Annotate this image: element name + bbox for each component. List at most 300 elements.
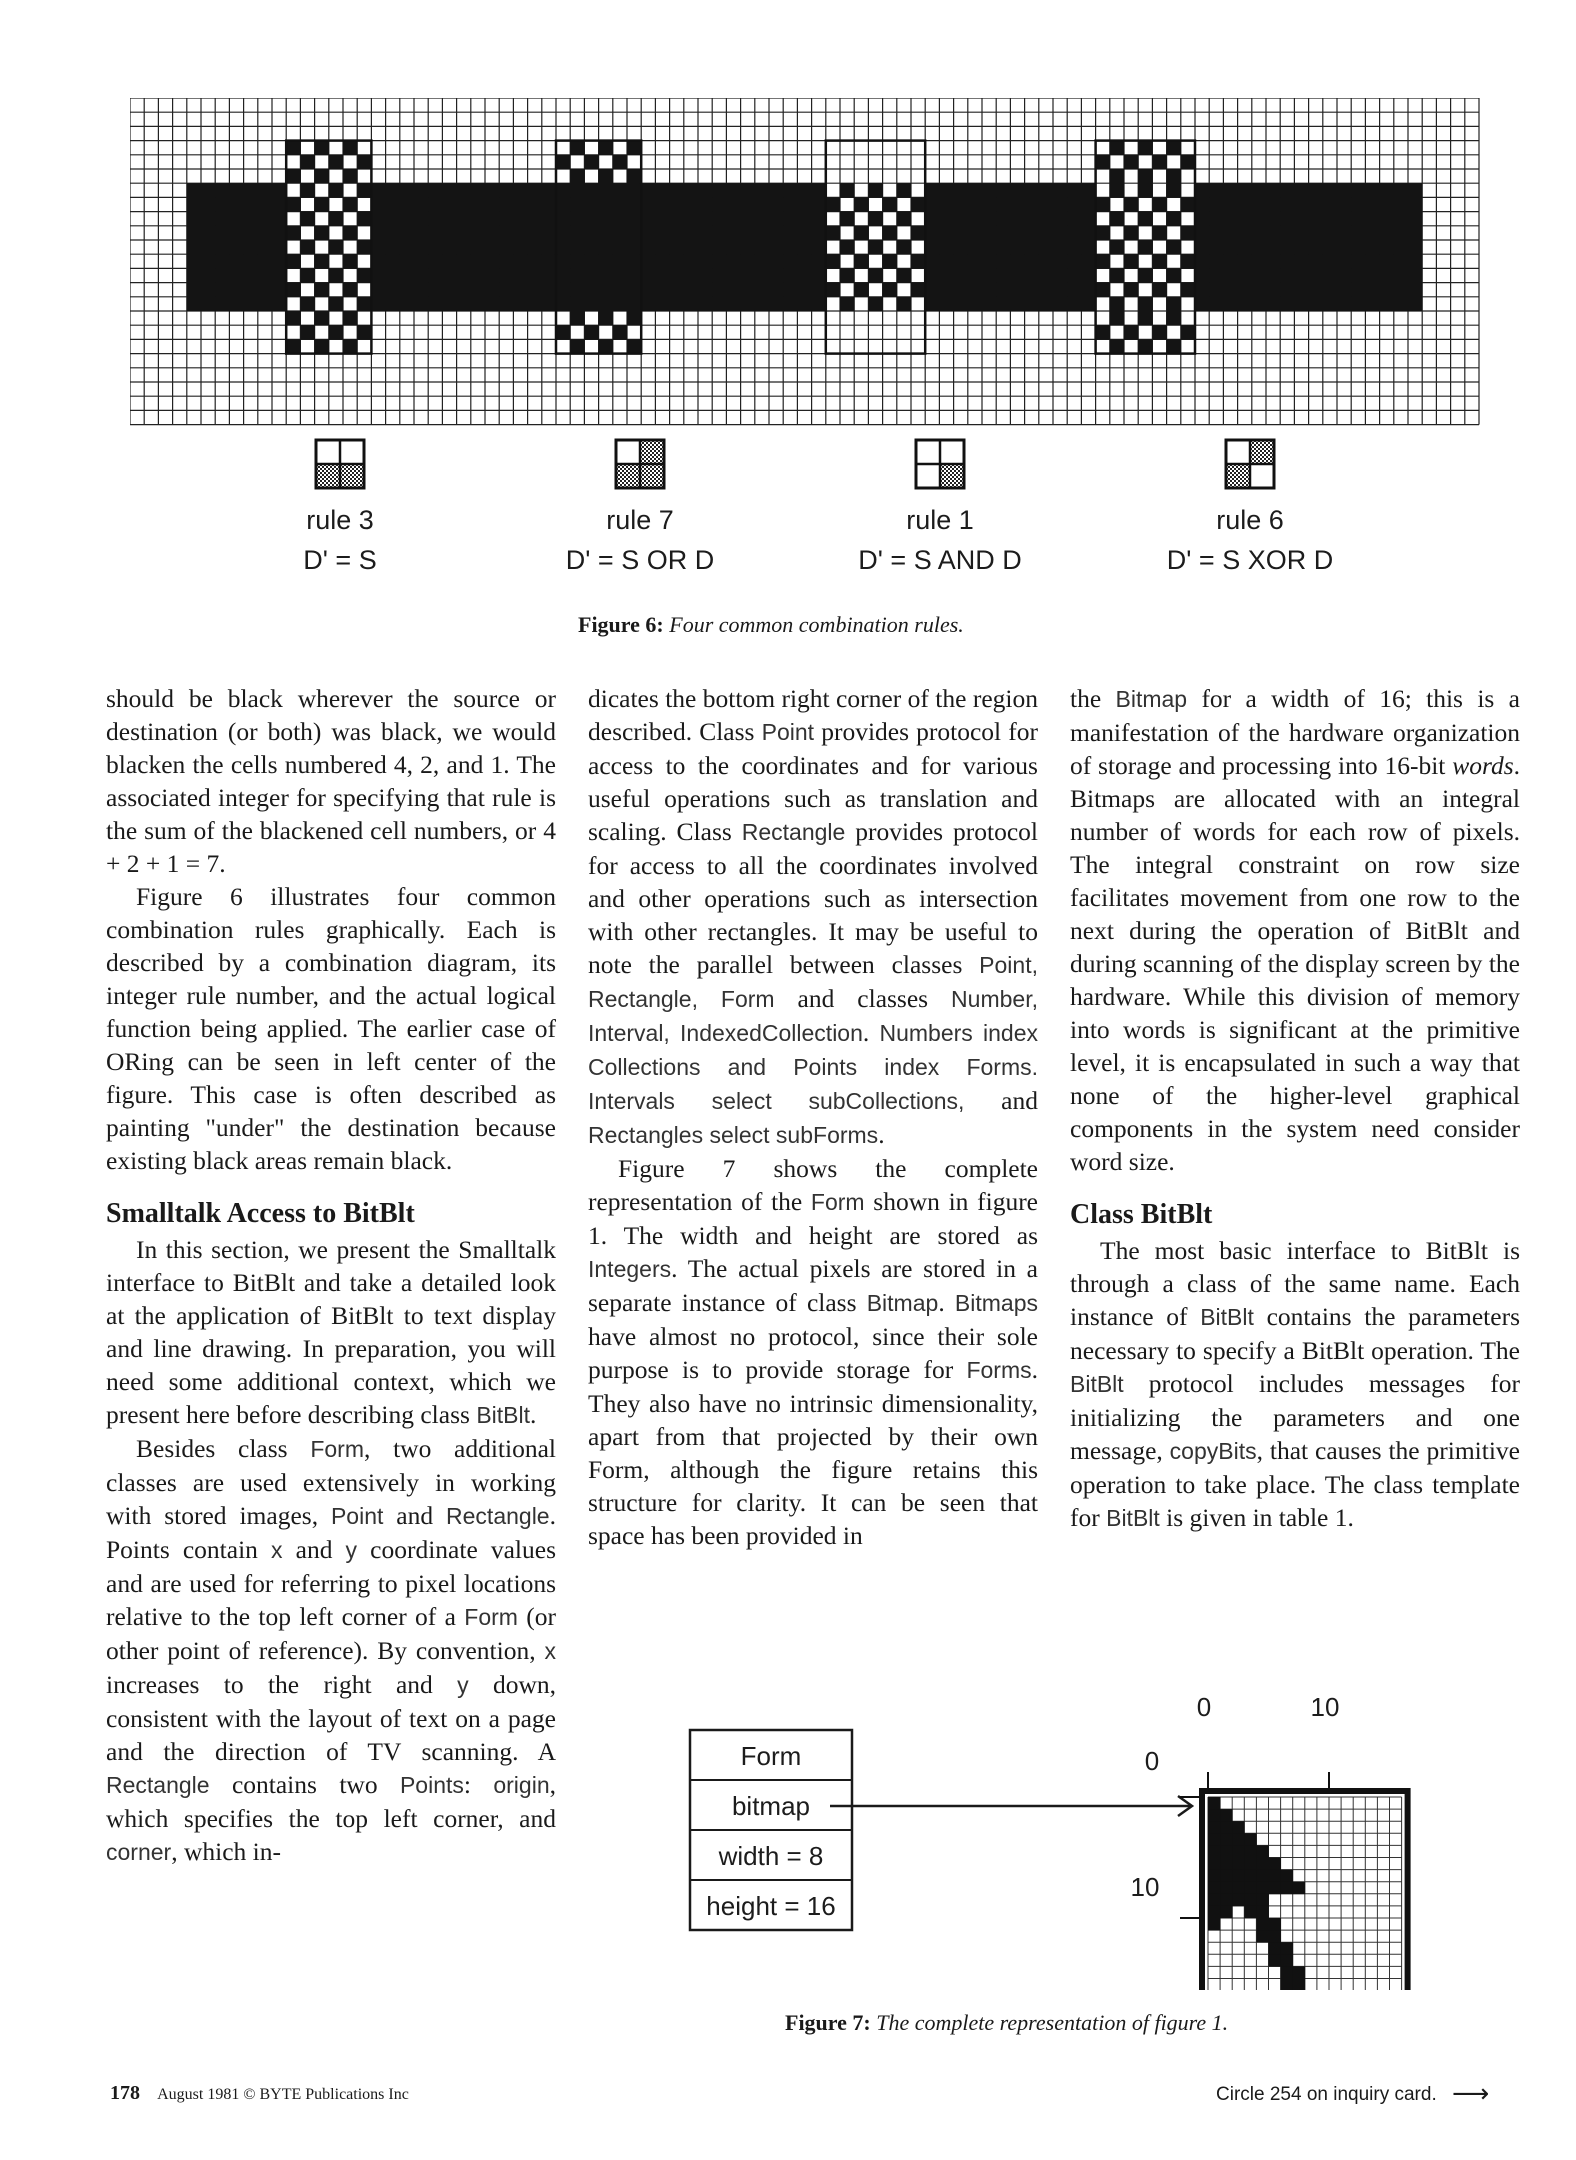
pixel-cell xyxy=(911,254,926,269)
pixel-cell xyxy=(939,297,954,312)
pixel-cell xyxy=(584,155,599,170)
pixel-cell xyxy=(1266,297,1281,312)
pixel-cell xyxy=(1266,197,1281,212)
pixel-cell xyxy=(258,297,273,312)
pixel-cell xyxy=(868,297,883,312)
pixel-cell xyxy=(570,254,585,269)
paragraph-text: Besides class xyxy=(136,1434,311,1463)
pixel-cell xyxy=(1309,254,1324,269)
pixel-cell xyxy=(812,197,827,212)
rule-equation: D' = S AND D xyxy=(858,545,1022,575)
bitmap-pixel xyxy=(1256,1918,1269,1931)
pixel-cell xyxy=(925,183,940,198)
pixel-cell xyxy=(1223,297,1238,312)
pixel-cell xyxy=(769,283,784,298)
pixel-cell xyxy=(1309,268,1324,283)
paragraph-text: provides protocol for access to the coordinates and for various useful operations such as translation and scaling. Class xyxy=(588,717,1039,846)
pixel-cell xyxy=(1365,212,1380,227)
pixel-cell xyxy=(1394,226,1409,241)
pixel-cell xyxy=(187,254,202,269)
pixel-cell xyxy=(485,283,500,298)
pixel-cell xyxy=(1223,283,1238,298)
bitmap-pixel xyxy=(1220,1858,1233,1871)
pixel-cell xyxy=(1081,197,1096,212)
pixel-cell xyxy=(1337,197,1352,212)
pixel-cell xyxy=(584,283,599,298)
pixel-cell xyxy=(1280,212,1295,227)
pixel-cell xyxy=(755,226,770,241)
pixel-cell xyxy=(457,297,472,312)
bitmap-pixel xyxy=(1208,1870,1221,1883)
pixel-cell xyxy=(1025,240,1040,255)
pixel-cell xyxy=(939,283,954,298)
pixel-cell xyxy=(1010,283,1025,298)
rule-diagram-icon xyxy=(314,438,366,490)
pixel-cell xyxy=(1266,240,1281,255)
pixel-cell xyxy=(982,226,997,241)
pixel-cell xyxy=(1096,155,1111,170)
paragraph-text: , that causes the primitive operation to take place. The class template for xyxy=(1070,1436,1520,1532)
paragraph-text: for a width of 16; this is a manifestation of the hardware organization of storage and processing into 16-bit xyxy=(1070,684,1520,780)
pixel-cell xyxy=(1209,254,1224,269)
pixel-cell xyxy=(570,311,585,326)
text-column-3 xyxy=(1070,682,1520,1535)
bitmap-pixel xyxy=(1244,1845,1257,1858)
pixel-cell xyxy=(925,240,940,255)
pixel-cell xyxy=(1252,197,1267,212)
rule-cell xyxy=(317,464,340,487)
pixel-cell xyxy=(1010,240,1025,255)
pixel-cell xyxy=(1081,240,1096,255)
pixel-cell xyxy=(726,226,741,241)
pixel-cell xyxy=(996,240,1011,255)
pixel-cell xyxy=(371,254,386,269)
pixel-cell xyxy=(1323,226,1338,241)
pixel-cell xyxy=(542,268,557,283)
pixel-cell xyxy=(712,297,727,312)
code-term: copyBits xyxy=(1169,1438,1257,1464)
pixel-cell xyxy=(371,268,386,283)
pixel-cell xyxy=(1010,212,1025,227)
paragraph-text: coordinate values and are used for referring to pixel locations relative to the top left corner of a xyxy=(106,1535,556,1631)
pixel-cell xyxy=(315,339,330,354)
pixel-cell xyxy=(641,197,656,212)
pixel-cell xyxy=(1039,268,1054,283)
pixel-cell xyxy=(201,240,216,255)
pixel-cell xyxy=(1380,254,1395,269)
pixel-cell xyxy=(201,254,216,269)
pixel-cell xyxy=(428,240,443,255)
pixel-cell xyxy=(826,283,841,298)
figure-7-caption xyxy=(785,2010,1228,2036)
pixel-cell xyxy=(1181,197,1196,212)
bitmap-pixel xyxy=(1269,1858,1282,1871)
pixel-cell xyxy=(1380,197,1395,212)
pixel-cell xyxy=(244,283,259,298)
pixel-cell xyxy=(1266,212,1281,227)
pixel-cell xyxy=(1167,212,1182,227)
pixel-cell xyxy=(627,311,642,326)
pixel-cell xyxy=(641,212,656,227)
pixel-cell xyxy=(641,183,656,198)
pixel-cell xyxy=(215,226,230,241)
bitmap-pixel xyxy=(1256,1906,1269,1919)
pixel-cell xyxy=(954,297,969,312)
pixel-cell xyxy=(570,141,585,156)
caption-text: The complete representation of figure 1. xyxy=(876,2010,1229,2035)
pixel-cell xyxy=(414,254,429,269)
pixel-cell xyxy=(499,212,514,227)
pixel-cell xyxy=(1408,183,1423,198)
pixel-cell xyxy=(1067,183,1082,198)
pixel-cell xyxy=(329,297,344,312)
pixel-cell xyxy=(1152,226,1167,241)
pixel-cell xyxy=(244,254,259,269)
pixel-cell xyxy=(783,283,798,298)
bitmap-pixel xyxy=(1208,1833,1221,1846)
pixel-cell xyxy=(925,297,940,312)
pixel-cell xyxy=(556,268,571,283)
pixel-cell xyxy=(1252,226,1267,241)
pixel-cell xyxy=(939,197,954,212)
pixel-cell xyxy=(528,254,543,269)
pixel-cell xyxy=(1351,197,1366,212)
pixel-cell xyxy=(272,268,287,283)
pixel-cell xyxy=(556,197,571,212)
pixel-cell xyxy=(755,212,770,227)
bitmap-pixel xyxy=(1281,1954,1294,1967)
paragraph-text: increases to the right and xyxy=(106,1670,458,1699)
pixel-cell xyxy=(1124,155,1139,170)
pixel-cell xyxy=(613,212,628,227)
pixel-cell xyxy=(570,226,585,241)
pixel-cell xyxy=(1138,141,1153,156)
bitmap-pixel xyxy=(1244,1870,1257,1883)
pixel-cell xyxy=(1238,297,1253,312)
paragraph: Figure 6 illustrates four common combination rules graphically. Each is described by a combination diagram, its integer rule number, and the actual logical function being applied. The earlier case of ORing can be seen in left center of the figure. This case is often described as painting "under" the destination because existing black areas remain black. xyxy=(106,882,556,1175)
code-term: Numbers index Collections and Points index Forms. Intervals select subCollections, xyxy=(588,1020,1038,1114)
pixel-cell xyxy=(300,183,315,198)
pixel-cell xyxy=(1223,212,1238,227)
pixel-cell xyxy=(1039,297,1054,312)
pixel-cell xyxy=(627,283,642,298)
pixel-cell xyxy=(343,169,358,184)
bitmap-grid xyxy=(1180,1772,1408,1990)
rule-cell xyxy=(1227,441,1250,464)
pixel-cell xyxy=(1209,226,1224,241)
pixel-cell xyxy=(1053,226,1068,241)
pixel-cell xyxy=(868,240,883,255)
pixel-cell xyxy=(187,240,202,255)
pixel-cell xyxy=(556,212,571,227)
pixel-cell xyxy=(1408,268,1423,283)
pixel-cell xyxy=(528,283,543,298)
pixel-cell xyxy=(187,283,202,298)
bitmap-pixel xyxy=(1269,1954,1282,1967)
pixel-cell xyxy=(968,283,983,298)
pixel-cell xyxy=(968,254,983,269)
bitmap-pixel xyxy=(1208,1797,1221,1810)
pixel-cell xyxy=(982,283,997,298)
pixel-cell xyxy=(272,283,287,298)
pixel-cell xyxy=(329,155,344,170)
pixel-cell xyxy=(726,197,741,212)
pixel-cell xyxy=(769,297,784,312)
page-number: 178 xyxy=(110,2082,140,2104)
pixel-cell xyxy=(201,197,216,212)
pixel-cell xyxy=(343,283,358,298)
pixel-cell xyxy=(371,297,386,312)
pixel-cell xyxy=(1365,268,1380,283)
pixel-cell xyxy=(1167,268,1182,283)
pixel-cell xyxy=(982,297,997,312)
pixel-cell xyxy=(1351,183,1366,198)
pixel-cell xyxy=(471,183,486,198)
pixel-cell xyxy=(1181,283,1196,298)
pixel-cell xyxy=(939,212,954,227)
code-term: Point, Rectangle, Form xyxy=(588,952,1038,1012)
pixel-cell xyxy=(627,339,642,354)
pixel-cell xyxy=(1394,268,1409,283)
pixel-cell xyxy=(1238,240,1253,255)
pixel-cell xyxy=(1209,240,1224,255)
pixel-cell xyxy=(1280,254,1295,269)
pixel-cell xyxy=(1323,254,1338,269)
pixel-cell xyxy=(1223,268,1238,283)
pixel-cell xyxy=(939,183,954,198)
paragraph-text: shown in figure 1. The width and height are stored as xyxy=(588,1187,1038,1250)
pixel-cell xyxy=(1294,254,1309,269)
pixel-cell xyxy=(499,197,514,212)
rule-cell xyxy=(340,464,363,487)
pixel-cell xyxy=(1309,226,1324,241)
pixel-cell xyxy=(286,226,301,241)
pixel-cell xyxy=(968,297,983,312)
pixel-cell xyxy=(428,197,443,212)
pixel-cell xyxy=(442,226,457,241)
pixel-cell xyxy=(1380,297,1395,312)
pixel-cell xyxy=(982,197,997,212)
rule-block xyxy=(1100,438,1400,580)
pixel-cell xyxy=(1408,254,1423,269)
pixel-cell xyxy=(599,197,614,212)
pixel-cell xyxy=(954,226,969,241)
pixel-cell xyxy=(613,254,628,269)
pixel-cell xyxy=(1309,283,1324,298)
pixel-cell xyxy=(726,254,741,269)
bitmap-pixel xyxy=(1281,1979,1294,1991)
pixel-cell xyxy=(528,212,543,227)
pixel-cell xyxy=(400,240,415,255)
pixel-cell xyxy=(1365,226,1380,241)
pixel-cell xyxy=(485,240,500,255)
pixel-cell xyxy=(1138,297,1153,312)
bitmap-pixel xyxy=(1269,1882,1282,1895)
bitmap-pixel xyxy=(1220,1821,1233,1834)
section-heading: Class BitBlt xyxy=(1070,1199,1213,1230)
pixel-cell xyxy=(797,297,812,312)
pixel-cell xyxy=(272,254,287,269)
pixel-cell xyxy=(1110,311,1125,326)
x-tick-label: 10 xyxy=(1310,1692,1340,1722)
pixel-cell xyxy=(1280,268,1295,283)
pixel-cell xyxy=(528,197,543,212)
pixel-cell xyxy=(258,212,273,227)
pixel-cell xyxy=(187,226,202,241)
pixel-cell xyxy=(244,212,259,227)
pixel-cell xyxy=(996,212,1011,227)
pixel-cell xyxy=(783,254,798,269)
pixel-cell xyxy=(315,141,330,156)
pixel-cell xyxy=(244,197,259,212)
code-term: BitBlt xyxy=(1200,1304,1254,1330)
code-term: BitBlt xyxy=(1106,1505,1160,1531)
code-term: BitBlt xyxy=(476,1402,530,1428)
pixel-cell xyxy=(371,197,386,212)
pixel-cell xyxy=(1167,183,1182,198)
pixel-cell xyxy=(244,297,259,312)
pixel-cell xyxy=(258,197,273,212)
pixel-cell xyxy=(684,254,699,269)
pixel-cell xyxy=(1039,240,1054,255)
pixel-cell xyxy=(286,254,301,269)
pixel-cell xyxy=(968,197,983,212)
pixel-cell xyxy=(755,283,770,298)
pixel-cell xyxy=(1408,297,1423,312)
bitmap-pixel xyxy=(1232,1821,1245,1834)
pixel-cell xyxy=(1351,283,1366,298)
form-box-row: Form xyxy=(740,1741,802,1771)
caption-label: Figure 6: xyxy=(578,612,664,637)
pixel-cell xyxy=(1280,283,1295,298)
pixel-cell xyxy=(982,254,997,269)
pixel-cell xyxy=(229,240,244,255)
pixel-cell xyxy=(371,226,386,241)
pixel-cell xyxy=(556,297,571,312)
pixel-cell xyxy=(599,169,614,184)
pixel-cell xyxy=(996,297,1011,312)
pixel-cell xyxy=(1067,268,1082,283)
pixel-cell xyxy=(1067,240,1082,255)
pixel-cell xyxy=(783,268,798,283)
pixel-cell xyxy=(812,283,827,298)
bitmap-pixel xyxy=(1232,1833,1245,1846)
pixel-cell xyxy=(1238,254,1253,269)
pixel-cell xyxy=(1323,283,1338,298)
pixel-cell xyxy=(414,297,429,312)
pixel-cell xyxy=(712,283,727,298)
pixel-cell xyxy=(1138,339,1153,354)
pixel-cell xyxy=(726,240,741,255)
pixel-cell xyxy=(1294,197,1309,212)
pixel-cell xyxy=(1081,268,1096,283)
pixel-cell xyxy=(1351,254,1366,269)
code-term: Forms xyxy=(966,1357,1032,1383)
pixel-cell xyxy=(1025,268,1040,283)
pixel-cell xyxy=(187,268,202,283)
pixel-cell xyxy=(229,183,244,198)
rule-cell xyxy=(617,441,640,464)
pixel-cell xyxy=(414,197,429,212)
pixel-cell xyxy=(513,240,528,255)
pixel-cell xyxy=(698,183,713,198)
pixel-cell xyxy=(641,240,656,255)
bitmap-pixel xyxy=(1232,1870,1245,1883)
rule-name: rule 3 xyxy=(306,505,374,535)
pixel-cell xyxy=(1238,268,1253,283)
y-tick-label: 10 xyxy=(1130,1872,1160,1902)
pixel-cell xyxy=(854,283,869,298)
pixel-cell xyxy=(499,283,514,298)
pixel-cell xyxy=(1337,297,1352,312)
pixel-cell xyxy=(1167,339,1182,354)
pixel-cell xyxy=(1053,212,1068,227)
pixel-cell xyxy=(698,254,713,269)
pixel-cell xyxy=(1223,226,1238,241)
pixel-cell xyxy=(584,254,599,269)
pixel-cell xyxy=(528,297,543,312)
bitmap-pixel xyxy=(1269,1930,1282,1943)
pixel-cell xyxy=(812,240,827,255)
code-term: x xyxy=(271,1537,283,1563)
bitmap-pixel xyxy=(1281,1966,1294,1979)
pixel-cell xyxy=(1152,254,1167,269)
paragraph-text: words xyxy=(1452,751,1514,780)
pixel-cell xyxy=(485,183,500,198)
code-term: Points xyxy=(399,1772,464,1798)
pixel-cell xyxy=(1195,283,1210,298)
pixel-cell xyxy=(1039,197,1054,212)
pixel-cell xyxy=(655,197,670,212)
bitmap-pixel xyxy=(1244,1833,1257,1846)
pixel-cell xyxy=(883,197,898,212)
pixel-cell xyxy=(215,197,230,212)
pixel-cell xyxy=(357,183,372,198)
pixel-cell xyxy=(812,226,827,241)
pixel-cell xyxy=(939,254,954,269)
pixel-cell xyxy=(1152,283,1167,298)
pixel-cell xyxy=(1053,240,1068,255)
rule-block xyxy=(190,438,490,580)
pixel-cell xyxy=(911,226,926,241)
pixel-cell xyxy=(485,197,500,212)
pixel-cell xyxy=(1365,197,1380,212)
code-term: Bitmap xyxy=(866,1290,939,1316)
pixel-cell xyxy=(187,183,202,198)
pixel-cell xyxy=(954,254,969,269)
pixel-cell xyxy=(741,240,756,255)
pixel-cell xyxy=(414,283,429,298)
pixel-cell xyxy=(996,283,1011,298)
pixel-cell xyxy=(925,254,940,269)
pixel-cell xyxy=(925,197,940,212)
pixel-cell xyxy=(1252,212,1267,227)
pixel-cell xyxy=(556,226,571,241)
pixel-cell xyxy=(428,183,443,198)
pixel-cell xyxy=(1365,183,1380,198)
pixel-cell xyxy=(812,268,827,283)
pixel-cell xyxy=(1067,254,1082,269)
rule-equation: D' = S OR D xyxy=(565,545,715,575)
rule-block xyxy=(790,438,1090,580)
pixel-cell xyxy=(1110,141,1125,156)
pixel-cell xyxy=(670,240,685,255)
text-column-2 xyxy=(588,682,1038,1552)
pixel-cell xyxy=(570,240,585,255)
pixel-cell xyxy=(570,183,585,198)
form-box-row: width = 8 xyxy=(718,1841,824,1871)
pixel-cell xyxy=(641,283,656,298)
